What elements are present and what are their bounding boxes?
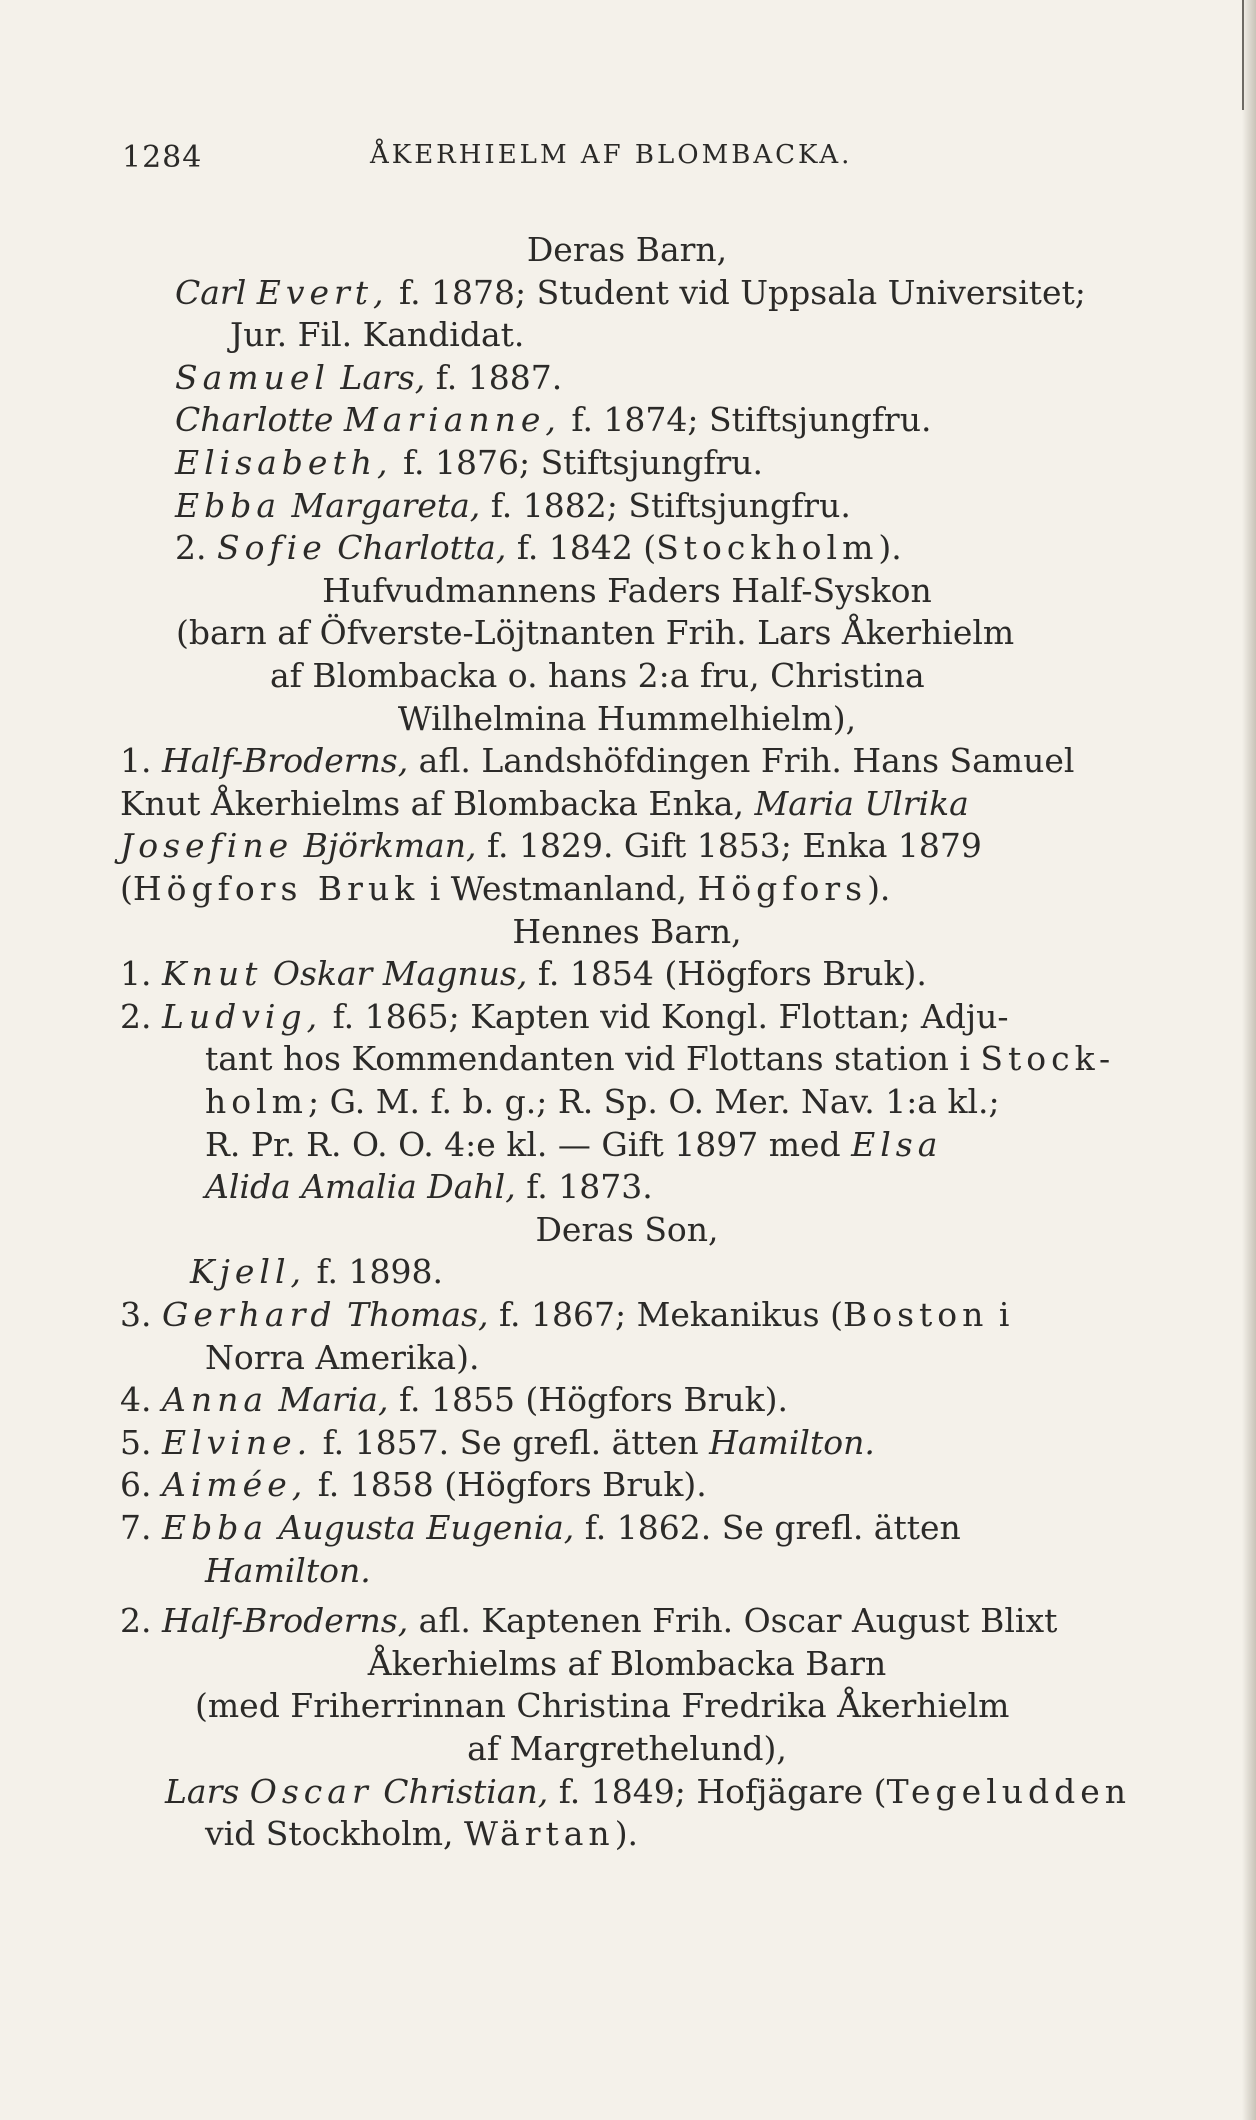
italic-name: Oscar	[249, 1772, 373, 1811]
text-run: afl. Landshöfdingen Frih. Hans Samuel	[408, 741, 1075, 780]
italic-name: Aimée,	[161, 1465, 308, 1504]
text-run: Boston	[842, 1295, 989, 1334]
text-line	[165, 1770, 1134, 1814]
italic-name: Ebba	[175, 486, 282, 525]
text-run: 4.	[120, 1380, 162, 1419]
italic-name: Christian,	[372, 1772, 549, 1811]
text-line	[120, 1727, 1134, 1771]
text-line	[120, 995, 1134, 1039]
italic-name: Maria Ulrika	[754, 784, 969, 823]
italic-name: Kjell,	[190, 1252, 307, 1291]
text-run: Högfors	[697, 869, 868, 908]
text-run: Jur. Fil. Kandidat.	[230, 315, 525, 354]
text-line	[120, 697, 1134, 741]
text-run: Stockholm	[656, 528, 879, 567]
text-line	[205, 1549, 1134, 1593]
italic-name: Margareta,	[281, 486, 481, 525]
text-run: tant hos Kommendanten vid Flottans station i	[205, 1039, 981, 1078]
italic-name: Ludvig,	[161, 997, 323, 1036]
italic-name: Lars	[165, 1772, 250, 1811]
text-line	[120, 1506, 1134, 1550]
text-run: R. Pr. R. O. O. 4:e kl. — Gift 1897 med	[205, 1125, 852, 1164]
text-line	[120, 1642, 1134, 1686]
text-run: f. 1874; Stiftsjungfru.	[560, 400, 932, 439]
italic-name: Ebba	[161, 1508, 268, 1547]
text-line	[175, 526, 1134, 570]
italic-name: Maria,	[268, 1380, 389, 1419]
running-header	[122, 140, 1132, 186]
text-line	[120, 739, 1134, 783]
text-line	[230, 313, 1134, 357]
text-run: f. 1873.	[515, 1167, 653, 1206]
text-run: 6.	[120, 1465, 162, 1504]
text-run: f. 1858 (Högfors Bruk).	[307, 1465, 707, 1504]
text-line	[120, 910, 1134, 954]
text-run: f. 1829. Gift 1853; Enka 1879	[476, 826, 982, 865]
text-run: f. 1854 (Högfors Bruk).	[527, 954, 927, 993]
italic-name: Elvine.	[161, 1423, 313, 1462]
italic-name: Thomas,	[336, 1295, 489, 1334]
text-run: f. 1887.	[425, 358, 563, 397]
running-title: ÅKERHIELM AF BLOMBACKA.	[370, 140, 853, 170]
text-run: f. 1855 (Högfors Bruk).	[388, 1380, 788, 1419]
text-run: Norra Amerika).	[205, 1338, 480, 1377]
text-line	[205, 1080, 1134, 1124]
text-run: 2.	[175, 528, 217, 567]
text-run: f. 1849; Hofjägare (	[548, 1772, 887, 1811]
italic-name: Elisabeth,	[175, 443, 393, 482]
text-run: f. 1898.	[306, 1252, 443, 1291]
text-line	[270, 654, 1134, 698]
text-run: f. 1882; Stiftsjungfru.	[480, 486, 851, 525]
text-line	[120, 867, 1134, 911]
page-edge	[1242, 0, 1256, 2120]
text-run: 3.	[120, 1295, 162, 1334]
italic-name: Augusta Eugenia,	[268, 1508, 575, 1547]
text-line	[175, 271, 1134, 315]
text-line	[120, 1293, 1134, 1337]
italic-name: Charlotte	[175, 400, 344, 439]
text-run: f. 1865; Kapten vid Kongl. Flottan; Adju-	[322, 997, 1009, 1036]
text-run: f. 1878; Student vid Uppsala Universitet;	[388, 273, 1086, 312]
text-run: f. 1867; Mekanikus (	[488, 1295, 843, 1334]
page-edge-mark	[1242, 0, 1244, 110]
text-line	[195, 1684, 1134, 1728]
text-line	[120, 1421, 1134, 1465]
text-line	[175, 441, 1134, 485]
italic-name: Carl	[175, 273, 257, 312]
text-run: ; G. M. f. b. g.; R. Sp. O. Mer. Nav. 1:a kl.;	[307, 1082, 1000, 1121]
text-run: ).	[878, 528, 902, 567]
italic-name: Half-Broderns,	[161, 741, 409, 780]
text-run: Wilhelmina Hummelhielm),	[397, 699, 857, 738]
text-line	[120, 569, 1134, 613]
italic-name: Marianne,	[343, 400, 561, 439]
italic-name: Anna	[161, 1380, 268, 1419]
text-run: i Westmanland,	[419, 869, 698, 908]
text-run: 7.	[120, 1508, 162, 1547]
text-run: af Blombacka o. hans 2:a fru, Christina	[270, 656, 925, 695]
text-run: holm	[205, 1082, 308, 1121]
text-line	[120, 1208, 1134, 1252]
text-line	[205, 1812, 1134, 1856]
text-run: Knut Åkerhielms af Blombacka Enka,	[120, 784, 755, 823]
text-run: f. 1842 (	[506, 528, 657, 567]
text-run: 2.	[120, 1601, 162, 1640]
text-run: afl. Kaptenen Frih. Oscar August Blixt	[408, 1601, 1058, 1640]
text-run: Tegeludden	[886, 1772, 1132, 1811]
text-line	[205, 1165, 1134, 1209]
text-run: Deras Son,	[535, 1210, 719, 1249]
text-run: 5.	[120, 1423, 162, 1462]
italic-name: Samuel	[175, 358, 330, 397]
italic-name: Half-Broderns,	[161, 1601, 409, 1640]
italic-name: Gerhard	[161, 1295, 337, 1334]
text-line	[175, 398, 1134, 442]
italic-name: Elsa	[851, 1125, 943, 1164]
italic-name: Hamilton.	[205, 1551, 371, 1590]
italic-name: Oskar Magnus,	[262, 954, 528, 993]
text-line	[175, 484, 1134, 528]
text-run: 2.	[120, 997, 162, 1036]
text-line	[120, 1599, 1134, 1643]
italic-name: Josefine	[120, 826, 294, 865]
text-run: Högfors Bruk	[132, 869, 420, 908]
italic-name: Sofie	[216, 528, 327, 567]
text-run: 1.	[120, 741, 162, 780]
text-line	[175, 356, 1134, 400]
text-run: f. 1876; Stiftsjungfru.	[392, 443, 763, 482]
italic-name: Lars,	[329, 358, 426, 397]
text-run: f. 1862. Se grefl. ätten	[574, 1508, 961, 1547]
italic-name: Evert,	[256, 273, 389, 312]
text-line	[190, 1250, 1134, 1294]
italic-name: Charlotta,	[326, 528, 507, 567]
text-run: 1.	[120, 954, 162, 993]
text-line	[205, 1336, 1134, 1380]
text-run: i	[988, 1295, 1010, 1334]
text-run: vid Stockholm,	[205, 1814, 464, 1853]
text-run: (	[120, 869, 133, 908]
text-run: f. 1857. Se grefl. ätten	[312, 1423, 710, 1462]
text-run: Wärtan	[463, 1814, 615, 1853]
text-run: (barn af Öfverste-Löjtnanten Frih. Lars Åkerhielm	[176, 613, 1015, 652]
text-run: (med Friherrinnan Christina Fredrika Åkerhielm	[195, 1686, 1010, 1725]
text-run: Åkerhielms af Blombacka Barn	[367, 1644, 887, 1683]
text-run: Hennes Barn,	[512, 912, 742, 951]
text-run: ).	[614, 1814, 639, 1853]
text-run: Stock-	[980, 1039, 1116, 1078]
italic-name: Knut	[161, 954, 263, 993]
text-run: ).	[867, 869, 891, 908]
text-run: Hufvudmannens Faders Half-Syskon	[322, 571, 932, 610]
text-line	[205, 1123, 1134, 1167]
italic-name: Alida Amalia Dahl,	[205, 1167, 516, 1206]
text-line	[176, 611, 1134, 655]
text-line	[120, 952, 1134, 996]
page-number: 1284	[122, 140, 203, 175]
text-line	[120, 782, 1134, 826]
text-line	[120, 824, 1134, 868]
text-line	[120, 1463, 1134, 1507]
text-line	[120, 228, 1134, 272]
text-line	[205, 1037, 1134, 1081]
text-line	[120, 1378, 1134, 1422]
text-run: Deras Barn,	[526, 230, 728, 269]
text-run: af Margrethelund),	[467, 1729, 787, 1768]
italic-name: Hamilton.	[709, 1423, 875, 1462]
italic-name: Björkman,	[293, 826, 477, 865]
